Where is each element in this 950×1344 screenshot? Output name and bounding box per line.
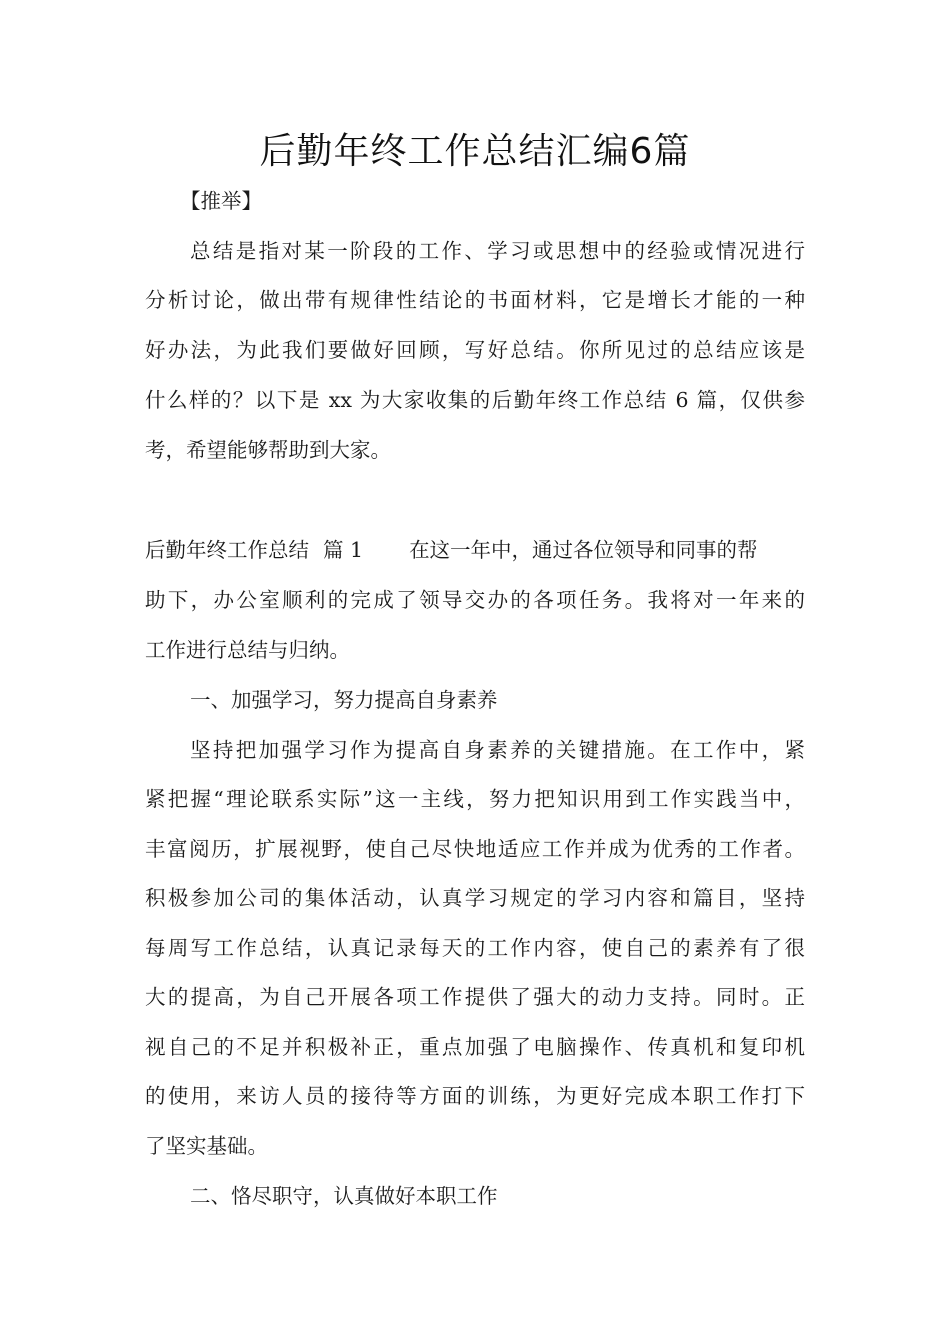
section-line: 工作进行总结与归纳。: [145, 638, 350, 662]
section-heading-label: 后勤年终工作总结: [145, 538, 309, 562]
intro-line: 总结是指对某一阶段的工作、学习或思想中的经验或情况进行: [190, 239, 805, 263]
intro-line: 好办法，为此我们要做好回顾，写好总结。你所见过的总结应该是: [145, 338, 805, 362]
subsection-line: 坚持把加强学习作为提高自身素养的关键措施。在工作中，紧: [190, 738, 805, 762]
intro-line: 分析讨论，做出带有规律性结论的书面材料，它是增长才能的一种: [145, 288, 805, 312]
subsection-line: 丰富阅历，扩展视野，使自己尽快地适应工作并成为优秀的工作者。: [145, 837, 805, 861]
subsection-line: 视自己的不足并积极补正，重点加强了电脑操作、传真机和复印机: [145, 1035, 805, 1059]
subsection-line: 的使用，来访人员的接待等方面的训练，为更好完成本职工作打下: [145, 1084, 805, 1108]
document-title: 后勤年终工作总结汇编6篇: [259, 131, 691, 172]
section-line: 助下，办公室顺利的完成了领导交办的各项任务。我将对一年来的: [145, 588, 805, 612]
intro-line: 考，希望能够帮助到大家。: [145, 438, 391, 462]
subsection-line: 每周写工作总结，认真记录每天的工作内容，使自己的素养有了很: [145, 936, 805, 960]
subsection-heading: 一、加强学习，努力提高自身素养: [190, 688, 498, 712]
section-first-line: 在这一年中，通过各位领导和同事的帮: [409, 538, 758, 562]
subsection-line: 紧把握“理论联系实际”这一主线，努力把知识用到工作实践当中，: [145, 787, 805, 811]
subsection-line: 积极参加公司的集体活动，认真学习规定的学习内容和篇目，坚持: [145, 886, 805, 910]
recommend-tag: 【推举】: [180, 189, 262, 213]
section-heading-number: 篇 1: [323, 538, 364, 562]
subsection-line: 大的提高，为自己开展各项工作提供了强大的动力支持。同时。正: [145, 985, 805, 1009]
subsection-heading: 二、恪尽职守，认真做好本职工作: [190, 1184, 498, 1208]
intro-line: 什么样的？以下是 xx 为大家收集的后勤年终工作总结 6 篇，仅供参: [145, 388, 805, 412]
section-heading-line: [145, 535, 758, 565]
subsection-line: 了坚实基础。: [145, 1134, 268, 1158]
